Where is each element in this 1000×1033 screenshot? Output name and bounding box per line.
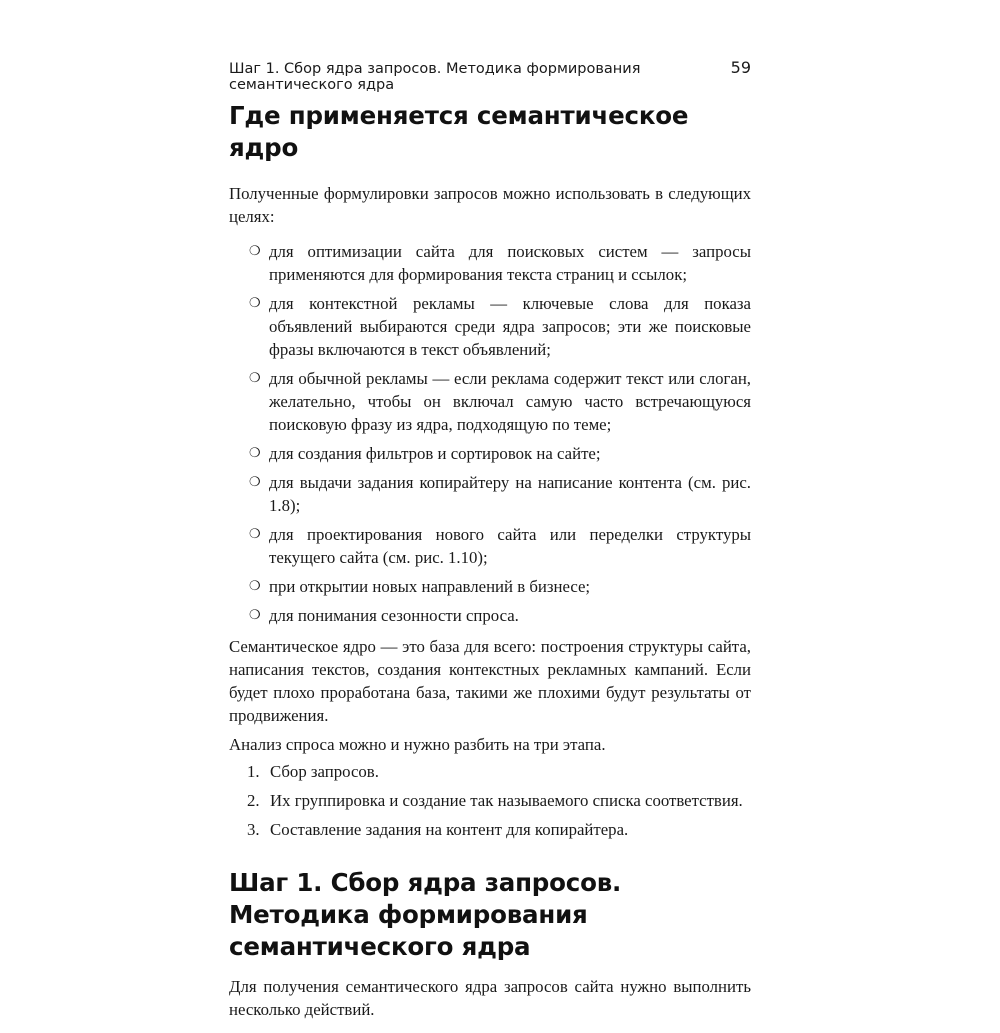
circle-bullet-icon: ❍ bbox=[249, 296, 261, 311]
list-item bbox=[249, 604, 751, 627]
step1-intro-paragraph: Для получения семантического ядра запросов сайта нужно выполнить несколько действий. bbox=[229, 977, 751, 1019]
list-item-text: для оптимизации сайта для поисковых систем — запросы применяются для формирования текста страниц и ссылок; bbox=[269, 242, 751, 284]
numbered-item-text: Сбор запросов. bbox=[270, 762, 379, 781]
page-content bbox=[229, 100, 751, 1033]
circle-bullet-icon: ❍ bbox=[249, 371, 261, 386]
section-heading-step1: Шаг 1. Сбор ядра запросов. Методика формирования семантического ядра bbox=[229, 868, 622, 961]
section-heading-usage: Где применяется семантическое ядро bbox=[229, 101, 689, 162]
running-header bbox=[229, 58, 751, 93]
summary-paragraph: Семантическое ядро — это база для всего: построения структуры сайта, написания текстов, создания контекстных рекламных кампаний. Если будет плохо проработана база, такими же плохими будут результаты от продвижения. bbox=[229, 637, 751, 725]
list-item-text: для выдачи задания копирайтеру на написание контента (см. рис. 1.8); bbox=[269, 473, 751, 515]
list-item-text: для понимания сезонности спроса. bbox=[269, 606, 519, 625]
item-number: 2. bbox=[247, 791, 260, 810]
list-item bbox=[249, 523, 751, 569]
circle-bullet-icon: ❍ bbox=[249, 527, 261, 542]
circle-bullet-icon: ❍ bbox=[249, 244, 261, 259]
list-item-text: для обычной рекламы — если реклама содержит текст или слоган, желательно, чтобы он включал самую часто встречающуюся поисковую фразу из ядра, подходящую по теме; bbox=[269, 369, 751, 434]
circle-bullet-icon: ❍ bbox=[249, 446, 261, 461]
numbered-item-text: Составление задания на контент для копирайтера. bbox=[270, 820, 629, 839]
item-number: 1. bbox=[247, 762, 260, 781]
numbered-item-text: Их группировка и создание так называемого списка соответствия. bbox=[270, 791, 743, 810]
list-item-text: для проектирования нового сайта или переделки структуры текущего сайта (см. рис. 1.10); bbox=[269, 525, 751, 567]
page-number: 59 bbox=[730, 58, 751, 77]
usage-list bbox=[229, 240, 751, 627]
list-item-text: для контекстной рекламы — ключевые слова для показа объявлений выбираются среди ядра запросов; эти же поисковые фразы включаются в текст объявлений; bbox=[269, 294, 751, 359]
list-item bbox=[249, 471, 751, 517]
item-number: 3. bbox=[247, 820, 260, 839]
stages-intro-paragraph: Анализ спроса можно и нужно разбить на три этапа. bbox=[229, 735, 606, 754]
stages-list bbox=[229, 760, 751, 841]
list-item bbox=[249, 240, 751, 286]
circle-bullet-icon: ❍ bbox=[249, 579, 261, 594]
list-item bbox=[249, 575, 751, 598]
list-item bbox=[249, 367, 751, 436]
running-title: Шаг 1. Сбор ядра запросов. Методика формирования семантического ядра bbox=[229, 61, 641, 93]
numbered-item bbox=[247, 818, 751, 841]
circle-bullet-icon: ❍ bbox=[249, 608, 261, 623]
numbered-item bbox=[247, 760, 751, 783]
list-item-text: для создания фильтров и сортировок на сайте; bbox=[269, 444, 601, 463]
list-item-text: при открытии новых направлений в бизнесе; bbox=[269, 577, 591, 596]
list-item bbox=[249, 442, 751, 465]
list-item bbox=[249, 292, 751, 361]
circle-bullet-icon: ❍ bbox=[249, 475, 261, 490]
intro-paragraph: Полученные формулировки запросов можно использовать в следующих целях: bbox=[229, 184, 751, 226]
numbered-item bbox=[247, 789, 751, 812]
